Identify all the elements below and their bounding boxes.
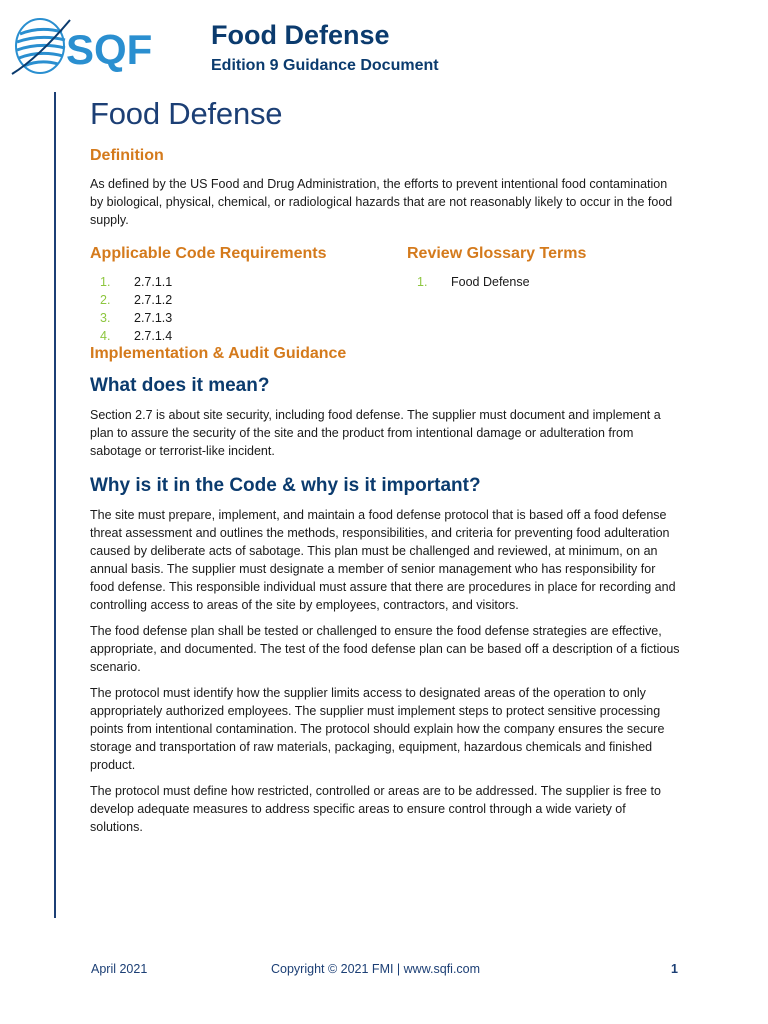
list-item bbox=[90, 327, 327, 345]
globe-icon bbox=[12, 19, 70, 74]
logo-text: SQF bbox=[66, 26, 153, 73]
glossary-heading: Review Glossary Terms bbox=[407, 245, 587, 262]
sqf-logo bbox=[10, 12, 170, 82]
list-number: 1. bbox=[417, 275, 428, 289]
why-paragraph-4: The protocol must define how restricted, controlled or areas are to be addressed. The supplier is free to develop adequate measures to address specific areas to ensure control through a wide variety of solutions. bbox=[90, 784, 661, 834]
code-requirements-list bbox=[90, 273, 327, 345]
what-does-it-mean-heading: What does it mean? bbox=[90, 375, 270, 396]
list-item bbox=[90, 273, 327, 291]
code-requirements bbox=[90, 245, 327, 345]
list-number: 2. bbox=[100, 293, 111, 307]
list-number: 1. bbox=[100, 275, 111, 289]
list-number: 4. bbox=[100, 329, 111, 343]
footer-date: April 2021 bbox=[91, 962, 148, 976]
why-paragraph-1: The site must prepare, implement, and maintain a food defense protocol that is based off a food defense threat assessment and outlines the methods, responsibilities, and criteria for preventing food adulteration caused by deliberate acts of sabotage. This plan must be challenged and reviewed, at minimum, on an annual basis. The supplier must designate a member of senior management who has responsibility for food defense. This responsible individual must assure that there are procedures in place for recording and controlling access to areas of the site by employees, contractors, and visitors. bbox=[90, 508, 676, 612]
why-paragraph-3: The protocol must identify how the supplier limits access to designated areas of the operation to only appropriately authorized employees. The supplier must implement steps to protect sensitive processing points from intentional contamination. The protocol should explain how the company ensures the secure storage and transportation of raw materials, packaging, equipment, hazardous chemicals and finished product. bbox=[90, 686, 665, 772]
list-number: 3. bbox=[100, 311, 111, 325]
code-requirements-heading: Applicable Code Requirements bbox=[90, 245, 327, 262]
document-title: Food Defense bbox=[211, 20, 390, 50]
page-number: 1 bbox=[671, 962, 678, 976]
margin-rule bbox=[54, 92, 56, 918]
glossary-list bbox=[407, 273, 586, 291]
list-item bbox=[90, 291, 327, 309]
requirements-section bbox=[90, 245, 680, 345]
why-paragraph-2: The food defense plan shall be tested or challenged to ensure the food defense strategies are effective, appropriate, and documented. The test of the food defense plan can be based off a description of a fictious scenario. bbox=[90, 624, 680, 674]
page-title: Food Defense bbox=[90, 96, 283, 131]
list-label: 2.7.1.2 bbox=[134, 293, 173, 307]
implementation-heading: Implementation & Audit Guidance bbox=[90, 345, 347, 362]
list-item bbox=[407, 273, 586, 291]
list-label: 2.7.1.4 bbox=[134, 329, 173, 343]
list-item bbox=[90, 309, 327, 327]
list-label: 2.7.1.3 bbox=[134, 311, 173, 325]
definition-text: As defined by the US Food and Drug Administration, the efforts to prevent intentional food contamination by biological, physical, chemical, or radiological hazards that are not reasonably likely to occur in the food supply. bbox=[90, 177, 673, 227]
footer-copyright: Copyright © 2021 FMI | www.sqfi.com bbox=[271, 962, 481, 976]
why-important-heading: Why is it in the Code & why is it important? bbox=[90, 475, 481, 496]
document-subtitle: Edition 9 Guidance Document bbox=[211, 57, 439, 74]
list-label: 2.7.1.1 bbox=[134, 275, 173, 289]
what-does-it-mean-text: Section 2.7 is about site security, including food defense. The supplier must document and implement a plan to assure the security of the site and the product from intentional damage or adulteration from sabotage or terrorist-like incident. bbox=[90, 408, 661, 458]
main-content bbox=[90, 96, 680, 836]
definition-heading: Definition bbox=[90, 147, 164, 164]
list-label: Food Defense bbox=[451, 275, 530, 289]
glossary-terms bbox=[407, 245, 586, 291]
